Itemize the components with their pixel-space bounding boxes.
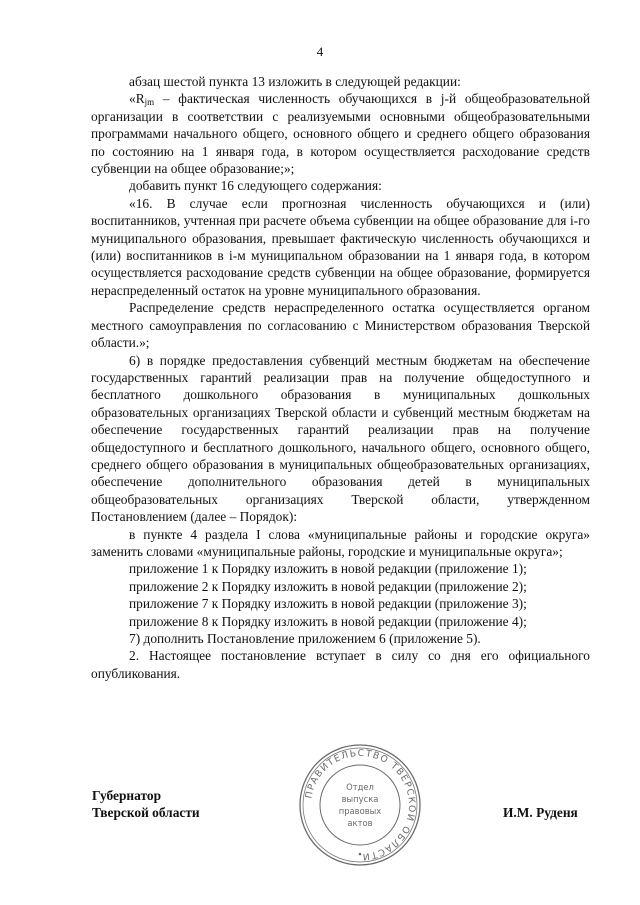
signer-title-line: Губернатор xyxy=(92,788,162,803)
paragraph: абзац шестой пункта 13 изложить в следующей редакции: xyxy=(129,74,461,89)
seal-center-text: правовых xyxy=(338,806,382,816)
paragraph: в пункте 4 раздела I слова «муниципальные районы и городские округа» заменить словами «муниципальные районы, городские и муниципальные округа»; xyxy=(91,526,590,559)
seal-outer-ring xyxy=(300,745,420,865)
seal-center-text: выпуска xyxy=(341,794,379,804)
paragraph-rjm-definition xyxy=(91,90,590,177)
paragraph: Распределение средств нераспределенного остатка осуществляется органом местного самоуправления по согласованию с Министерством образования Тверской области.»; xyxy=(91,300,590,351)
paragraph: добавить пункт 16 следующего содержания: xyxy=(129,178,382,194)
paragraph: 6) в порядке предоставления субвенций местным бюджетам на обеспечение государственных гарантий реализации прав на получение общедоступного и бесплатного дошкольного образования в муниципальных дошкольных образовательных организациях Тверской области и субвенций местным бюджетам на обеспечение государственных гарантий реализации прав на получение общедоступного и бесплатного дошкольного, начального общего, основного общего, среднего общего образования в муниципальных общеобразовательных организациях, обеспечение дополнительного образования детей в муниципальных общеобразовательных организациях Тверской области, утвержденном Постановлением (далее – Порядок): xyxy=(91,352,590,525)
rjm-symbol: «R xyxy=(129,91,145,107)
paragraph: приложение 2 к Порядку изложить в новой редакции (приложение 2); xyxy=(129,578,527,594)
signer-name: И.М. Руденя xyxy=(503,805,578,820)
seal-graphic xyxy=(297,742,423,868)
signer-title xyxy=(92,787,200,822)
paragraph: приложение 7 к Порядку изложить в новой редакции (приложение 3); xyxy=(129,596,527,612)
seal-dot xyxy=(359,853,362,856)
seal-inner-ring xyxy=(320,765,400,845)
paragraph: приложение 8 к Порядку изложить в новой редакции (приложение 4); xyxy=(129,613,527,629)
paragraph: 7) дополнить Постановление приложением 6 (приложение 5). xyxy=(129,631,481,646)
document-body xyxy=(91,73,590,682)
seal-center-text: Отдел xyxy=(346,782,374,792)
page-number: 4 xyxy=(316,44,324,59)
official-seal-stamp xyxy=(297,742,423,868)
rjm-text: – фактическая численность обучающихся в j-й общеобразовательной организации в соответствии с реализуемыми основными общеобразовательными программами начального общего, основного общего и среднего общего образования по состоянию на 1 января года, в котором осуществляется расходование средств субвенции на общее образование;»; xyxy=(91,91,590,177)
signer-title-line: Тверской области xyxy=(92,805,200,821)
rjm-subscript: jm xyxy=(144,97,155,108)
paragraph: приложение 1 к Порядку изложить в новой редакции (приложение 1); xyxy=(129,561,527,577)
paragraph: 2. Настоящее постановление вступает в силу со дня его официального опубликования. xyxy=(91,648,590,681)
seal-ring-text: ПРАВИТЕЛЬСТВО ТВЕРСКОЙ ОБЛАСТИ xyxy=(303,747,418,863)
paragraph: «16. В случае если прогнозная численность обучающихся и (или) воспитанников, учтенная при расчете объема субвенции на общее образование для i-го муниципального образования, превышает фактическую численность обучающихся и (или) воспитанников в i-м муниципальном образовании на 1 января года, в котором осуществляется расходование средств субвенции на общее образование, формируется нераспределенный остаток на уровне муниципального образования. xyxy=(91,195,590,298)
seal-center-text: актов xyxy=(347,818,373,828)
